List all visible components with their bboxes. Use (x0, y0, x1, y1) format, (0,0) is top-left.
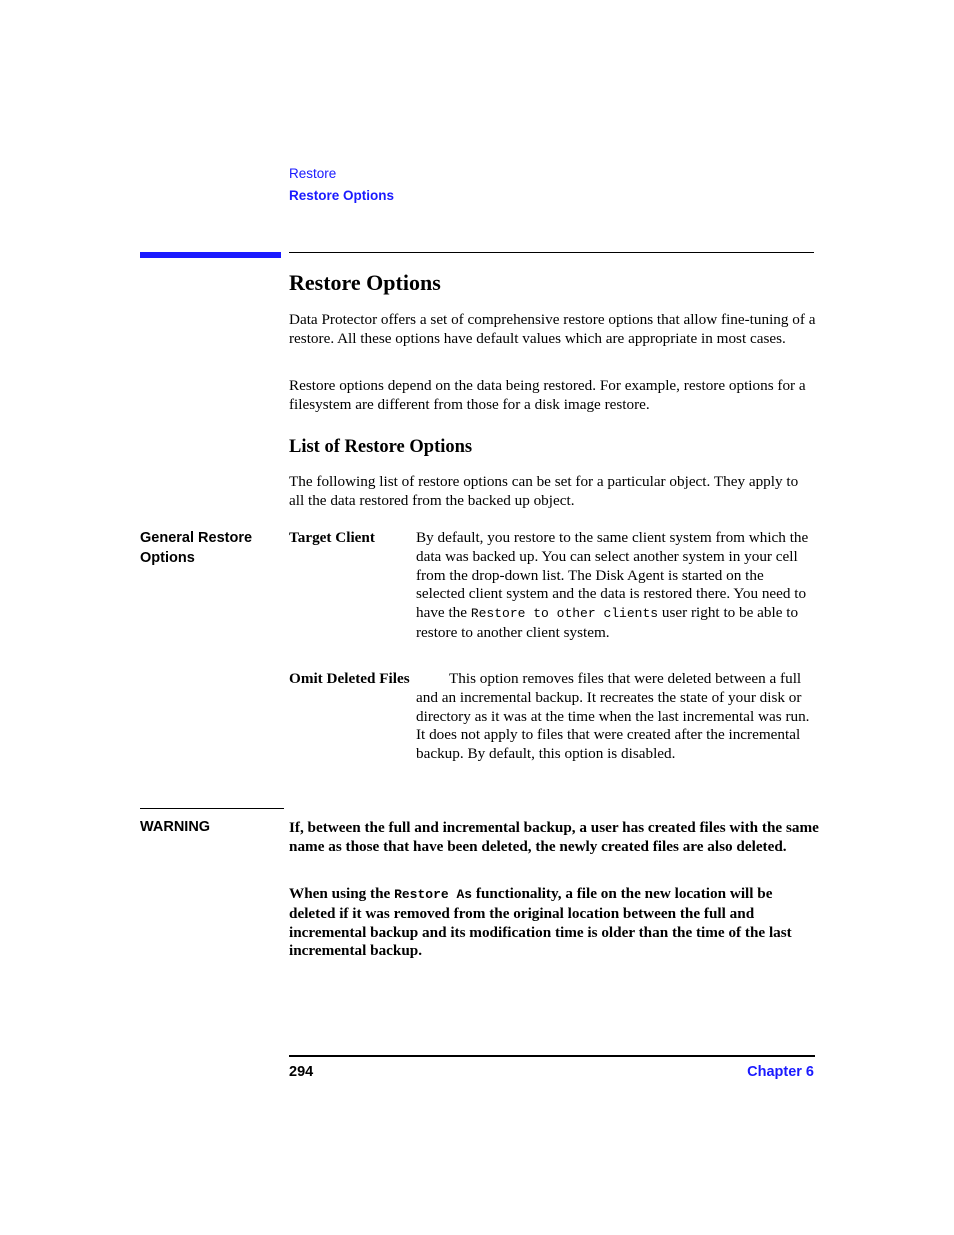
breadcrumb-restore[interactable]: Restore (289, 166, 337, 181)
code-user-right: Restore to other clients (470, 606, 659, 622)
warning-text: functionality, a file on the new location will be deleted if it was removed from the original location between the full and incremental backup and its modification time is older than the time of the last incremental backup. (289, 885, 792, 960)
intro-paragraph-2: Restore options depend on the data being restored. For example, restore options for a filesystem are different from those for a disk image restore. (289, 377, 806, 413)
page-title: Restore Options (289, 270, 441, 295)
list-intro-paragraph: The following list of restore options can be set for a particular object. They apply to all the data restored from the backed up object. (289, 473, 799, 509)
chapter-link[interactable]: Chapter 6 (747, 1064, 814, 1080)
definition-omit-deleted-files: This option removes files that were deleted between a full and an incremental backup. It recreates the state of your disk or directory as it was at the time when the last incremental was run. It does not apply to files that were created after the incremental backup. By default, this option is disabled. (416, 670, 810, 763)
subsection-title: List of Restore Options (289, 437, 473, 457)
definition-text: user right to be able to restore to another client system. (416, 604, 799, 641)
section-accent-bar (140, 252, 281, 258)
warning-text: When using the (289, 885, 395, 902)
code-restore-as: Restore As (394, 887, 473, 902)
breadcrumb-restore-options[interactable]: Restore Options (289, 188, 395, 203)
page-number: 294 (289, 1064, 314, 1080)
section-divider (289, 252, 814, 253)
warning-label: WARNING (140, 819, 211, 835)
definition-target-client (416, 529, 816, 643)
side-heading-general-options: General Restore Options (140, 530, 253, 566)
warning-divider (140, 808, 284, 809)
warning-paragraph-2 (289, 885, 819, 961)
warning-paragraph-1: If, between the full and incremental backup, a user has created files with the same name as those that have been deleted, the newly created files are also deleted. (289, 819, 819, 855)
term-target-client: Target Client (289, 529, 375, 546)
term-omit-deleted-files: Omit Deleted Files (289, 670, 410, 687)
intro-paragraph-1: Data Protector offers a set of comprehensive restore options that allow fine-tuning of a restore. All these options have default values which are appropriate in most cases. (289, 311, 816, 347)
definition-text: By default, you restore to the same client system from which the data was backed up. You can select another system in your cell from the drop-down list. The Disk Agent is started on the selected client system and the data is restored there. You need to have the (416, 529, 809, 622)
footer-divider (289, 1055, 815, 1057)
